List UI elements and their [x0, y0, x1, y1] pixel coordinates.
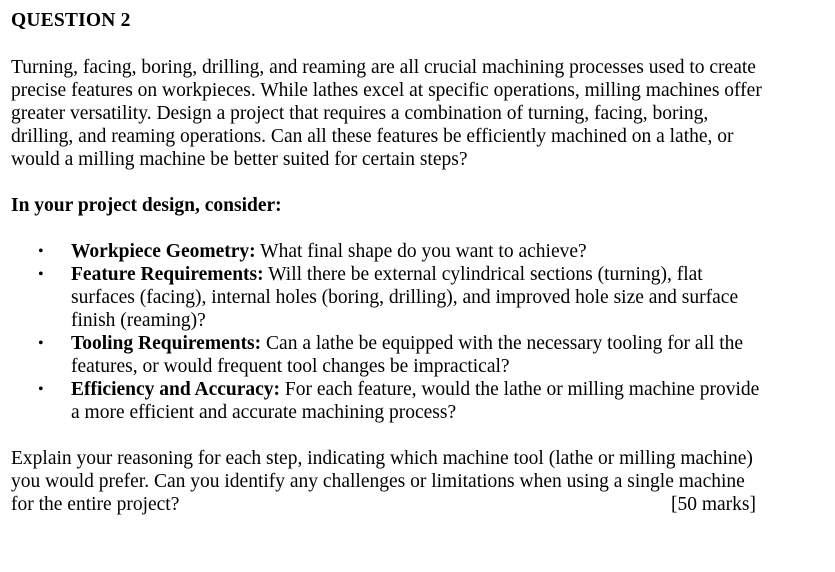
bullet-text: Can a lathe be equipped with the necessary tooling for all the	[261, 333, 744, 354]
bullet-line: finish (reaming)?	[71, 310, 206, 331]
bullet-text: Will there be external cylindrical sections (turning), flat	[263, 264, 703, 285]
closing-last-line	[11, 493, 756, 516]
bullet-line: surfaces (facing), internal holes (boring, drilling), and improved hole size and surface	[71, 287, 739, 308]
bullet-icon: •	[38, 243, 44, 260]
bullet-line: features, or would frequent tool changes be impractical?	[71, 356, 510, 377]
bullet-icon: •	[38, 335, 44, 352]
bullet-text: What final shape do you want to achieve?	[255, 241, 587, 262]
intro-paragraph	[11, 56, 811, 171]
bullet-line	[71, 263, 835, 286]
bullet-line	[71, 240, 835, 263]
bullet-line	[71, 332, 835, 355]
intro-line: drilling, and reaming operations. Can all these features be efficiently machined on a lathe, or	[11, 126, 734, 147]
bullet-term: Workpiece Geometry:	[71, 241, 256, 262]
bullet-term: Tooling Requirements:	[71, 333, 262, 354]
closing-paragraph	[11, 447, 811, 516]
bullet-icon: •	[38, 266, 44, 283]
list-item	[0, 263, 835, 332]
closing-line: for the entire project?	[11, 494, 180, 515]
intro-line: precise features on workpieces. While lathes excel at specific operations, milling machines offer	[11, 80, 762, 101]
marks-label: [50 marks]	[670, 494, 756, 515]
consider-heading: In your project design, consider:	[11, 195, 282, 216]
bullet-term: Efficiency and Accuracy:	[71, 379, 281, 400]
list-item	[0, 332, 835, 378]
bullet-line	[71, 378, 835, 401]
intro-line: would a milling machine be better suited for certain steps?	[11, 149, 468, 170]
bullet-line: a more efficient and accurate machining process?	[71, 402, 457, 423]
intro-line: greater versatility. Design a project that requires a combination of turning, facing, boring,	[11, 103, 709, 124]
bullet-icon: •	[38, 381, 44, 398]
question-title: QUESTION 2	[11, 10, 131, 31]
closing-line: Explain your reasoning for each step, indicating which machine tool (lathe or milling machine)	[11, 448, 753, 469]
bullet-term: Feature Requirements:	[71, 264, 264, 285]
consideration-list	[0, 240, 835, 424]
list-item	[0, 240, 835, 263]
bullet-text: For each feature, would the lathe or milling machine provide	[280, 379, 760, 400]
list-item	[0, 378, 835, 424]
closing-line: you would prefer. Can you identify any challenges or limitations when using a single machine	[11, 471, 745, 492]
intro-line: Turning, facing, boring, drilling, and reaming are all crucial machining processes used to create	[11, 57, 756, 78]
